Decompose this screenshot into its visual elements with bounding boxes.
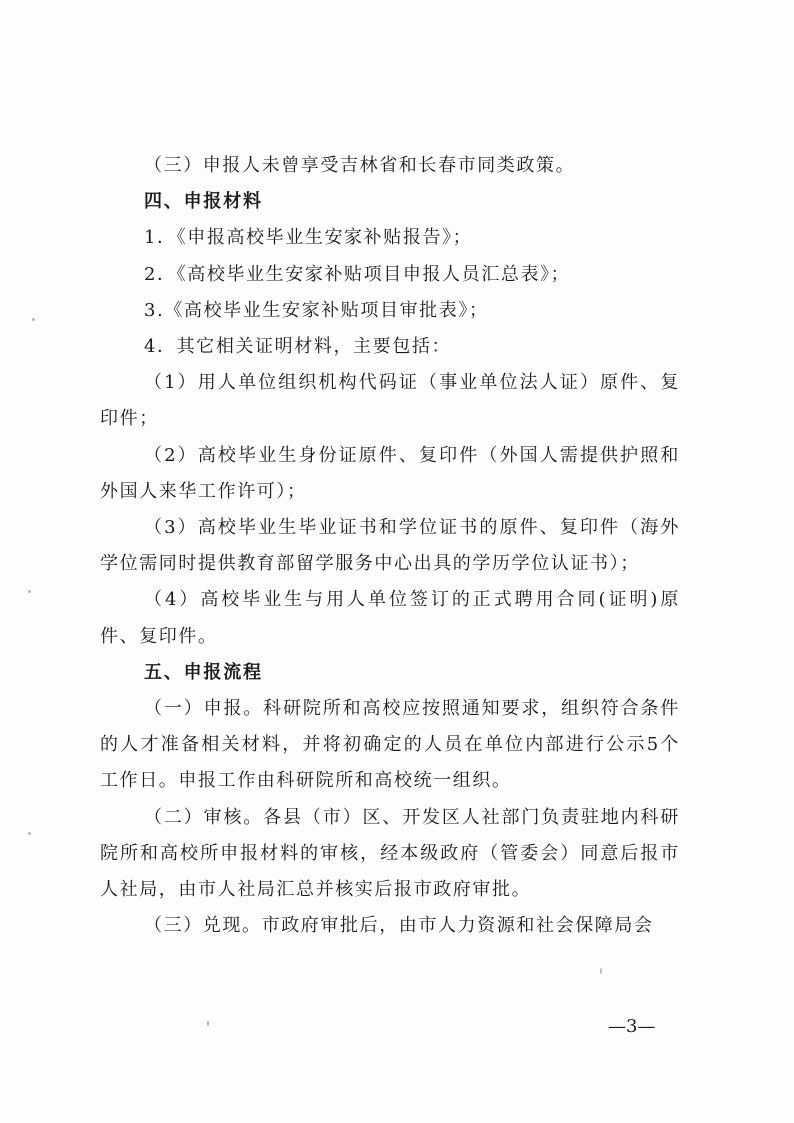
scan-speck <box>28 832 31 835</box>
material-item-1: 1．《申报高校毕业生安家补贴报告》； <box>144 227 473 249</box>
scan-speck <box>32 318 35 321</box>
material-subitem-4: （4）高校毕业生与用人单位签订的正式聘用合同(证明)原件、复印件。 <box>100 589 680 647</box>
material-subitem-2: （2）高校毕业生身份证原件、复印件（外国人需提供护照和外国人来华工作许可）； <box>100 444 680 502</box>
process-step-review: （二）审核。各县（市）区、开发区人社部门负责驻地内科研院所和高校所申报材料的审核，经本级政府（管委会）同意后报市人社局，由市人社局汇总并核实后报市政府审批。 <box>100 806 680 901</box>
material-item-3: 3.《高校毕业生安家补贴项目审批表》； <box>144 299 489 321</box>
paragraph-eligibility-3: （三）申报人未曾享受吉林省和长春市同类政策。 <box>144 155 576 176</box>
material-subitem-1: （1）用人单位组织机构代码证（事业单位法人证）原件、复印件； <box>100 372 680 430</box>
scan-speck <box>600 968 602 974</box>
process-step-apply: （一）申报。科研院所和高校应按照通知要求，组织符合条件的人才准备相关材料，并将初确定的人员在单位内部进行公示5个工作日。申报工作由科研院所和高校统一组织。 <box>100 698 680 792</box>
document-body <box>100 148 680 944</box>
page-number: —3— <box>608 1016 656 1037</box>
material-subitem-3: （3）高校毕业生毕业证书和学位证书的原件、复印件（海外学位需同时提供教育部留学服务中心出具的学历学位认证书）； <box>100 517 680 575</box>
process-step-payout: （三）兑现。市政府审批后，由市人力资源和社会保障局会 <box>144 915 654 937</box>
heading-application-process: 五、申报流程 <box>144 661 263 683</box>
scan-speck <box>207 1021 209 1026</box>
scan-speck <box>28 590 31 593</box>
heading-application-materials: 四、申报材料 <box>144 191 263 213</box>
material-item-4: 4．其它相关证明材料，主要包括： <box>144 336 452 358</box>
material-item-2: 2．《高校毕业生安家补贴项目申报人员汇总表》； <box>144 263 571 285</box>
